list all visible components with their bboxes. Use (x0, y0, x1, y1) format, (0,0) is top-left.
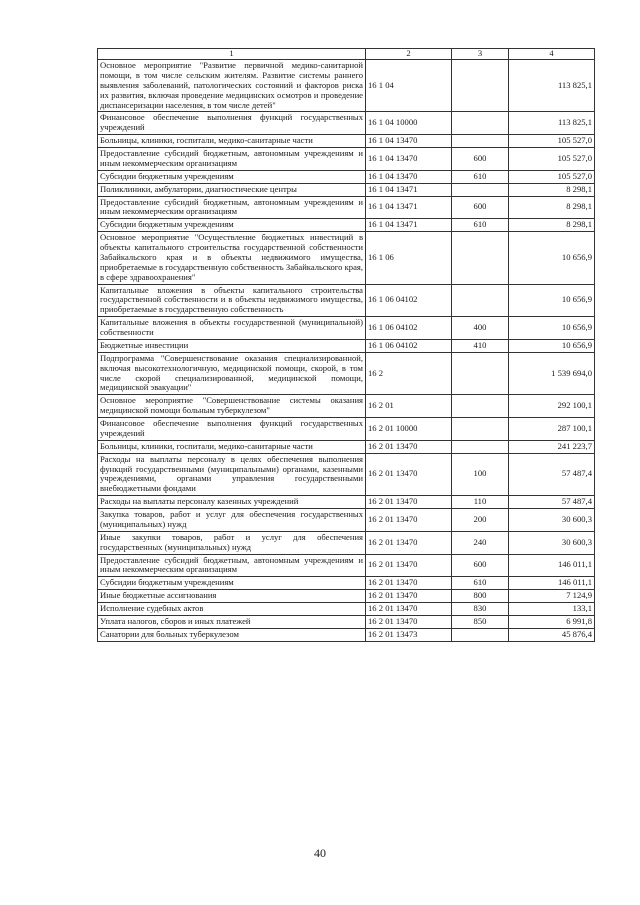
table-row (98, 219, 595, 232)
table-row (98, 615, 595, 628)
row-code-cell: 16 2 01 13473 (366, 628, 452, 641)
row-name-cell: Основное мероприятие "Осуществление бюджетных инвестиций в объекты капитального строительства государственной собственности Забайкальского края и в объекты недвижимого имущества, приобретаемые в государственную собственность Забайкальского края, в сфере здравоохранения" (98, 232, 366, 284)
row-type-cell (452, 440, 509, 453)
row-name-cell: Предоставление субсидий бюджетным, автономным учреждениям и иным некоммерческим организациям (98, 148, 366, 171)
row-amount-cell: 1 539 694,0 (509, 352, 595, 395)
row-type-cell: 200 (452, 509, 509, 532)
table-row (98, 440, 595, 453)
row-amount-cell: 10 656,9 (509, 232, 595, 284)
row-amount-cell: 113 825,1 (509, 60, 595, 112)
row-type-cell (452, 232, 509, 284)
row-name-cell: Предоставление субсидий бюджетным, автономным учреждениям и иным некоммерческим организациям (98, 196, 366, 219)
table-row (98, 135, 595, 148)
row-code-cell: 16 1 06 04102 (366, 317, 452, 340)
table-row (98, 232, 595, 284)
row-name-cell: Финансовое обеспечение выполнения функций государственных учреждений (98, 418, 366, 441)
row-name-cell: Субсидии бюджетным учреждениям (98, 577, 366, 590)
table-row (98, 531, 595, 554)
row-name-cell: Капитальные вложения в объекты государственной (муниципальной) собственности (98, 317, 366, 340)
row-name-cell: Капитальные вложения в объекты капитального строительства государственной собственности и в объекты недвижимого имущества, приобретаемые в государственную собственность (98, 284, 366, 317)
table-row (98, 339, 595, 352)
row-name-cell: Больницы, клиники, госпитали, медико-санитарные части (98, 440, 366, 453)
table-row (98, 554, 595, 577)
table-row (98, 418, 595, 441)
row-name-cell: Иные бюджетные ассигнования (98, 590, 366, 603)
table-row (98, 60, 595, 112)
table-row (98, 453, 595, 496)
table-row (98, 509, 595, 532)
table-row (98, 148, 595, 171)
row-code-cell: 16 1 06 04102 (366, 339, 452, 352)
row-code-cell: 16 2 01 10000 (366, 418, 452, 441)
row-name-cell: Закупка товаров, работ и услуг для обеспечения государственных (муниципальных) нужд (98, 509, 366, 532)
row-type-cell (452, 284, 509, 317)
table-row (98, 577, 595, 590)
row-type-cell: 600 (452, 554, 509, 577)
row-code-cell: 16 2 01 13470 (366, 496, 452, 509)
row-type-cell (452, 628, 509, 641)
table-row (98, 603, 595, 616)
table-body (98, 60, 595, 642)
row-amount-cell: 7 124,9 (509, 590, 595, 603)
row-amount-cell: 10 656,9 (509, 339, 595, 352)
row-name-cell: Расходы на выплаты персоналу казенных учреждений (98, 496, 366, 509)
table-row (98, 170, 595, 183)
header-col-1: 1 (98, 49, 366, 60)
table-row (98, 183, 595, 196)
table-row (98, 628, 595, 641)
row-code-cell: 16 1 06 (366, 232, 452, 284)
row-type-cell: 800 (452, 590, 509, 603)
row-name-cell: Финансовое обеспечение выполнения функций государственных учреждений (98, 112, 366, 135)
row-amount-cell: 287 100,1 (509, 418, 595, 441)
row-type-cell (452, 135, 509, 148)
row-type-cell: 100 (452, 453, 509, 496)
row-code-cell: 16 2 01 13470 (366, 554, 452, 577)
row-type-cell (452, 183, 509, 196)
budget-table-container (97, 48, 594, 642)
row-amount-cell: 57 487,4 (509, 496, 595, 509)
row-name-cell: Санатории для больных туберкулезом (98, 628, 366, 641)
row-code-cell: 16 1 04 13471 (366, 183, 452, 196)
row-name-cell: Больницы, клиники, госпитали, медико-санитарные части (98, 135, 366, 148)
row-amount-cell: 146 011,1 (509, 554, 595, 577)
row-type-cell (452, 112, 509, 135)
row-type-cell: 830 (452, 603, 509, 616)
row-type-cell: 850 (452, 615, 509, 628)
row-name-cell: Уплата налогов, сборов и иных платежей (98, 615, 366, 628)
row-name-cell: Субсидии бюджетным учреждениям (98, 219, 366, 232)
row-amount-cell: 241 223,7 (509, 440, 595, 453)
row-code-cell: 16 1 06 04102 (366, 284, 452, 317)
row-code-cell: 16 2 01 13470 (366, 577, 452, 590)
row-name-cell: Бюджетные инвестиции (98, 339, 366, 352)
table-row (98, 112, 595, 135)
row-code-cell: 16 2 01 13470 (366, 603, 452, 616)
row-amount-cell: 8 298,1 (509, 219, 595, 232)
row-amount-cell: 105 527,0 (509, 148, 595, 171)
row-type-cell: 600 (452, 196, 509, 219)
row-code-cell: 16 2 01 (366, 395, 452, 418)
row-amount-cell: 6 991,8 (509, 615, 595, 628)
row-code-cell: 16 2 01 13470 (366, 453, 452, 496)
row-amount-cell: 10 656,9 (509, 284, 595, 317)
row-code-cell: 16 2 01 13470 (366, 440, 452, 453)
table-row (98, 352, 595, 395)
header-col-4: 4 (509, 49, 595, 60)
row-code-cell: 16 1 04 13470 (366, 148, 452, 171)
table-row (98, 284, 595, 317)
row-type-cell: 610 (452, 170, 509, 183)
row-amount-cell: 105 527,0 (509, 170, 595, 183)
row-code-cell: 16 2 (366, 352, 452, 395)
row-type-cell: 240 (452, 531, 509, 554)
row-code-cell: 16 1 04 (366, 60, 452, 112)
table-row (98, 496, 595, 509)
row-code-cell: 16 2 01 13470 (366, 531, 452, 554)
row-type-cell (452, 418, 509, 441)
row-type-cell (452, 60, 509, 112)
row-name-cell: Субсидии бюджетным учреждениям (98, 170, 366, 183)
row-amount-cell: 133,1 (509, 603, 595, 616)
row-name-cell: Предоставление субсидий бюджетным, автономным учреждениям и иным некоммерческим организациям (98, 554, 366, 577)
row-amount-cell: 113 825,1 (509, 112, 595, 135)
row-code-cell: 16 1 04 13471 (366, 196, 452, 219)
row-amount-cell: 105 527,0 (509, 135, 595, 148)
row-code-cell: 16 2 01 13470 (366, 590, 452, 603)
row-name-cell: Поликлиники, амбулатории, диагностические центры (98, 183, 366, 196)
budget-table (97, 48, 595, 642)
row-name-cell: Подпрограмма "Совершенствование оказания специализированной, включая высокотехнологичную, медицинской помощи, скорой, в том числе скорой специализированной, медицинской помощи, медицинской эвакуации" (98, 352, 366, 395)
table-row (98, 395, 595, 418)
row-amount-cell: 30 600,3 (509, 531, 595, 554)
header-col-3: 3 (452, 49, 509, 60)
row-amount-cell: 30 600,3 (509, 509, 595, 532)
header-col-2: 2 (366, 49, 452, 60)
row-name-cell: Исполнение судебных актов (98, 603, 366, 616)
row-code-cell: 16 1 04 13471 (366, 219, 452, 232)
table-row (98, 196, 595, 219)
row-name-cell: Основное мероприятие "Развитие первичной медико-санитарной помощи, в том числе сельским жителям. Развитие системы раннего выявления заболеваний, патологических состояний и факторов риска их развития, включая проведение медицинских осмотров и проведение диспансеризации населения, в том числе детей" (98, 60, 366, 112)
row-type-cell: 410 (452, 339, 509, 352)
row-code-cell: 16 1 04 10000 (366, 112, 452, 135)
row-code-cell: 16 1 04 13470 (366, 170, 452, 183)
row-type-cell: 610 (452, 577, 509, 590)
row-type-cell: 400 (452, 317, 509, 340)
header-row (98, 49, 595, 60)
row-code-cell: 16 2 01 13470 (366, 509, 452, 532)
row-name-cell: Иные закупки товаров, работ и услуг для обеспечения государственных (муниципальных) нужд (98, 531, 366, 554)
row-type-cell (452, 395, 509, 418)
row-amount-cell: 8 298,1 (509, 183, 595, 196)
row-type-cell: 610 (452, 219, 509, 232)
row-amount-cell: 57 487,4 (509, 453, 595, 496)
row-code-cell: 16 2 01 13470 (366, 615, 452, 628)
row-amount-cell: 45 876,4 (509, 628, 595, 641)
row-amount-cell: 292 100,1 (509, 395, 595, 418)
row-type-cell (452, 352, 509, 395)
row-amount-cell: 146 011,1 (509, 577, 595, 590)
table-row (98, 317, 595, 340)
row-amount-cell: 10 656,9 (509, 317, 595, 340)
row-code-cell: 16 1 04 13470 (366, 135, 452, 148)
row-amount-cell: 8 298,1 (509, 196, 595, 219)
page-number: 40 (314, 846, 326, 860)
table-row (98, 590, 595, 603)
row-name-cell: Основное мероприятие "Совершенствование системы оказания медицинской помощи больным туберкулезом" (98, 395, 366, 418)
row-type-cell: 600 (452, 148, 509, 171)
row-type-cell: 110 (452, 496, 509, 509)
row-name-cell: Расходы на выплаты персоналу в целях обеспечения выполнения функций государственными (муниципальными) органами, казенными учреждениями, органами управления государственными внебюджетными фондами (98, 453, 366, 496)
